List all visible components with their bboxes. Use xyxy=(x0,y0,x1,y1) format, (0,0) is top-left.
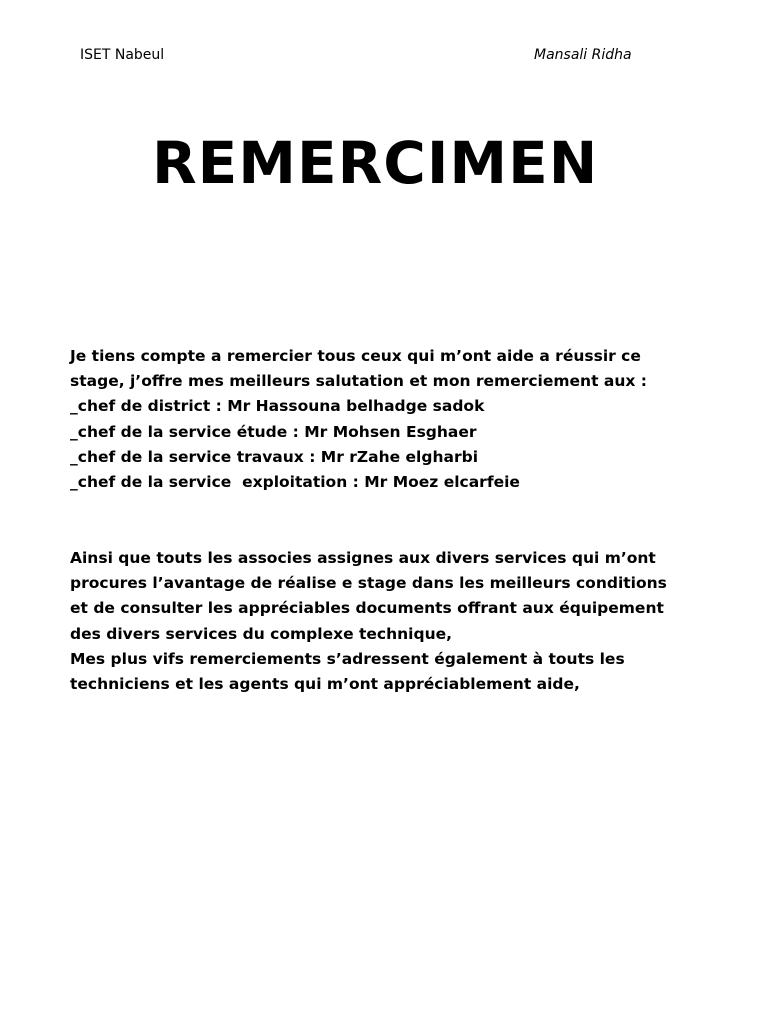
paragraph-line: _chef de la service exploitation : Mr Moez elcarfeie xyxy=(70,473,520,492)
paragraph-line: techniciens et les agents qui m’ont appréciablement aide, xyxy=(70,675,580,694)
paragraph-line: _chef de la service travaux : Mr rZahe elgharbi xyxy=(70,447,479,466)
paragraph-line: _chef de district : Mr Hassouna belhadge sadok xyxy=(70,397,485,416)
acknowledgement-paragraph-2 xyxy=(70,546,710,697)
paragraph-line: Mes plus vifs remerciements s’adressent également à touts les xyxy=(70,649,625,668)
paragraph-line: Ainsi que touts les associes assignes aux divers services qui m’ont xyxy=(70,549,656,567)
paragraph-line: des divers services du complexe technique, xyxy=(70,624,453,643)
acknowledgement-paragraph-1 xyxy=(70,344,710,495)
page-title: REMERCIMEN xyxy=(152,129,599,197)
paragraph-line: stage, j’offre mes meilleurs salutation et mon remerciement aux : xyxy=(70,372,647,391)
paragraph-line: et de consulter les appréciables documents offrant aux équipement xyxy=(70,599,664,618)
header-institution: ISET Nabeul xyxy=(80,47,165,63)
paragraph-line: procures l’avantage de réalise e stage dans les meilleurs conditions xyxy=(70,574,667,593)
header-author: Mansali Ridha xyxy=(534,47,632,63)
paragraph-line: _chef de la service étude : Mr Mohsen Esghaer xyxy=(70,422,477,441)
paragraph-line: Je tiens compte a remercier tous ceux qui m’ont aide a réussir ce xyxy=(70,347,641,365)
